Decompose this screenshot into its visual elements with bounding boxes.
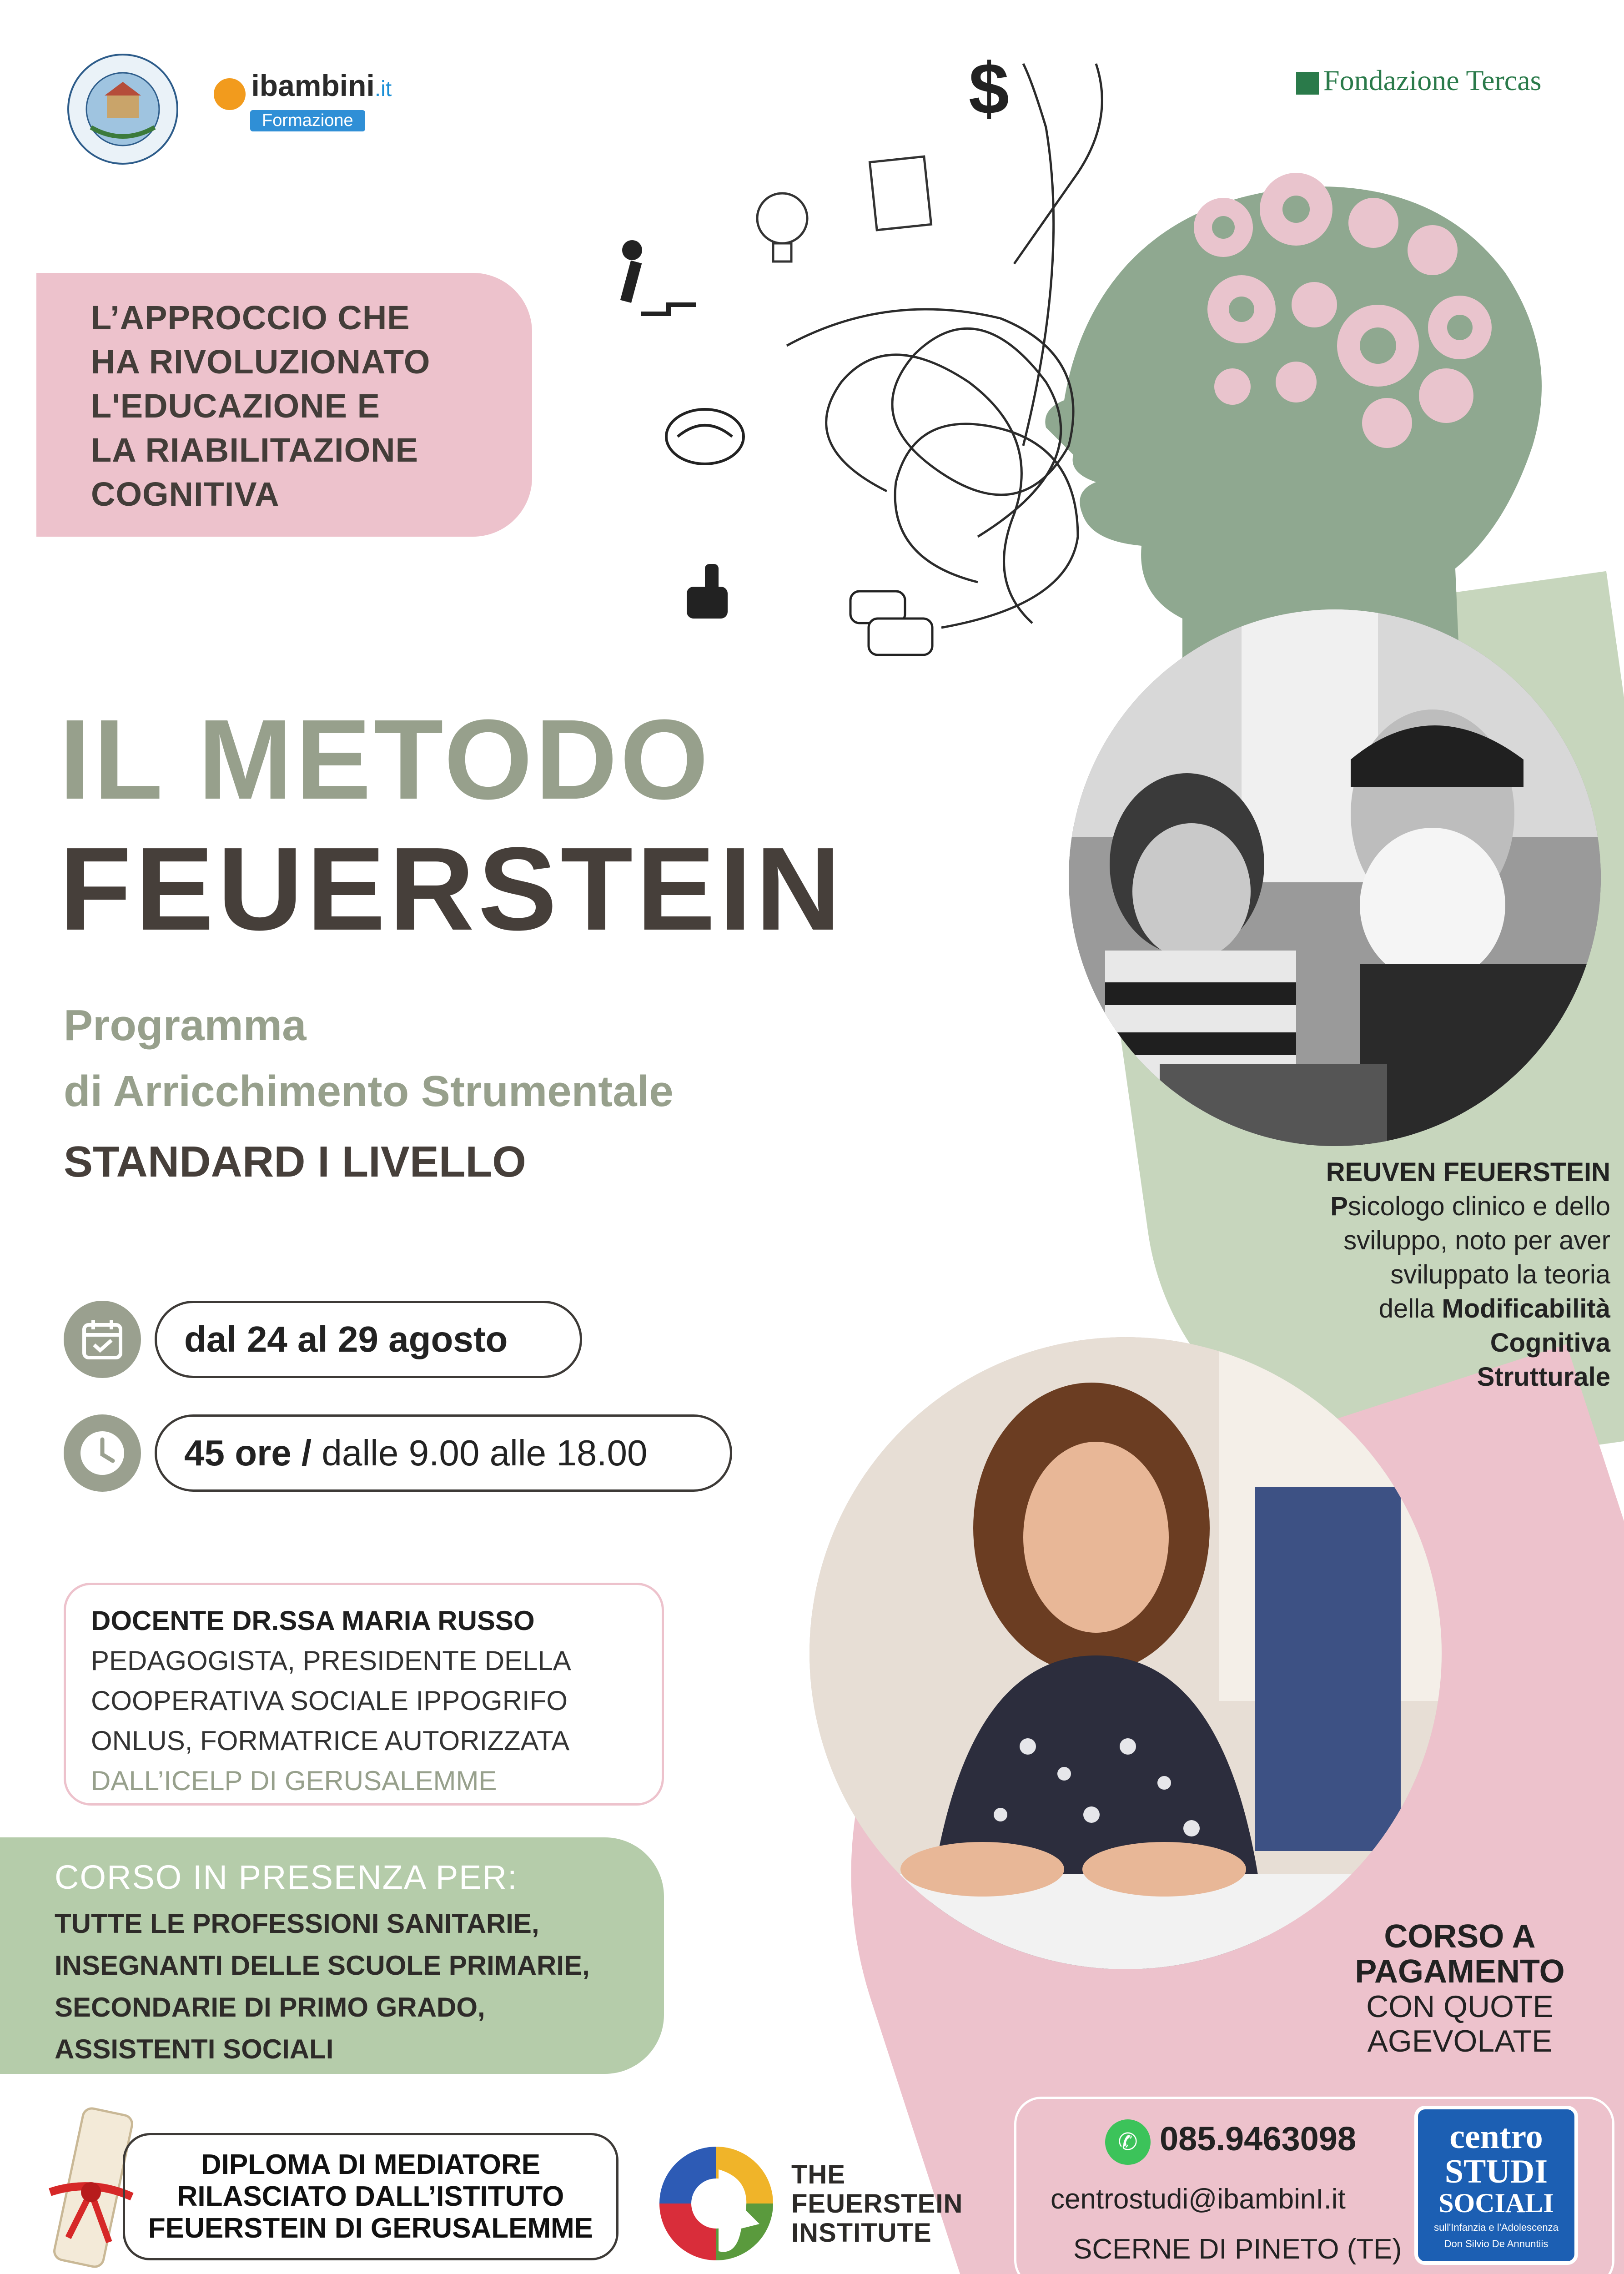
diploma-line: FEUERSTEIN DI GERUSALEMME <box>148 2213 593 2244</box>
pagamento-line-2: PAGAMENTO <box>1355 1953 1565 1990</box>
ibambini-name: ibambini <box>251 69 375 102</box>
hours-rest: dalle 9.00 alle 18.00 <box>312 1433 648 1473</box>
diploma-line: DIPLOMA DI MEDIATORE <box>201 2149 541 2180</box>
focolare-logo <box>64 50 182 168</box>
hours-pill <box>155 1414 732 1492</box>
docente-line: COOPERATIVA SOCIALE IPPOGRIFO <box>91 1685 568 1716</box>
docente-line: DALL’ICELP DI GERUSALEMME <box>91 1766 497 1796</box>
tagline-line: L’APPROCCIO CHE <box>91 299 410 337</box>
ibambini-sub: Formazione <box>250 110 365 131</box>
reuven-desc-3: sviluppato la teoria <box>1390 1260 1610 1289</box>
head-silhouette <box>1045 186 1542 673</box>
pagamento-note <box>1319 1919 1601 2058</box>
subtitle-programma: Programma <box>64 1001 307 1050</box>
centro-logo-l5: Don Silvio De Annuntiis <box>1444 2238 1549 2249</box>
phone-number[interactable]: 085.9463098 <box>1160 2120 1357 2158</box>
subtitle-livello: STANDARD I LIVELLO <box>64 1137 526 1186</box>
reuven-caption <box>1201 1155 1610 1394</box>
corso-line: ASSISTENTI SOCIALI <box>55 2034 334 2064</box>
centro-logo-l4: sull'Infanzia e l'Adolescenza <box>1434 2222 1559 2233</box>
corso-box <box>0 1837 664 2074</box>
centro-logo-l2: STUDI <box>1444 2153 1548 2190</box>
whatsapp-icon: ✆ <box>1105 2119 1151 2165</box>
pagamento-line-3: CON QUOTE <box>1366 1989 1554 2024</box>
ibambini-tld: .it <box>374 77 392 101</box>
reuven-desc-4-pre: della <box>1378 1294 1442 1323</box>
tercas-name: Fondazione Tercas <box>1323 64 1542 96</box>
reuven-desc-4 <box>1201 1292 1610 1326</box>
feuerstein-institute-name <box>791 2160 963 2248</box>
hours-bold: 45 ore / <box>184 1433 312 1473</box>
dates-text: dal 24 al 29 agosto <box>184 1319 508 1359</box>
tagline-line: COGNITIVA <box>91 475 280 513</box>
corso-line: TUTTE LE PROFESSIONI SANITARIE, <box>55 1908 539 1939</box>
fi-line-3: INSTITUTE <box>791 2218 932 2248</box>
chat-icon <box>850 591 932 655</box>
thumbs-up-icon <box>687 564 728 619</box>
dates-pill <box>155 1301 582 1378</box>
reuven-name: REUVEN FEUERSTEIN <box>1326 1157 1610 1187</box>
reuven-desc-1 <box>1201 1189 1610 1223</box>
corso-line: SECONDARIE DI PRIMO GRADO, <box>55 1992 485 2022</box>
tagline-line: LA RIABILITAZIONE <box>91 431 418 469</box>
fi-line-1: THE <box>791 2160 845 2189</box>
docente-line: PEDAGOGISTA, PRESIDENTE DELLA <box>91 1645 571 1676</box>
corso-title: CORSO IN PRESENZA PER: <box>55 1858 518 1896</box>
reuven-desc-2: sviluppo, noto per aver <box>1343 1226 1610 1255</box>
reuven-photo <box>1069 609 1601 1146</box>
calendar-icon <box>64 1301 141 1378</box>
reuven-desc-5: Cognitiva <box>1490 1328 1610 1358</box>
tagline-box <box>36 273 532 537</box>
document-icon <box>870 156 931 230</box>
feuerstein-institute-logo <box>650 2138 782 2269</box>
title-line-1: IL METODO <box>59 696 711 823</box>
docente-name: DOCENTE DR.SSA MARIA RUSSO <box>91 1605 535 1636</box>
pagamento-line-1: CORSO A <box>1384 1918 1536 1955</box>
diploma-box <box>123 2133 618 2260</box>
runner-icon <box>620 240 696 314</box>
title-line-2: FEUERSTEIN <box>59 823 845 955</box>
diploma-line: RILASCIATO DALL’ISTITUTO <box>177 2181 564 2212</box>
lightbulb-icon <box>757 193 807 262</box>
fi-line-2: FEUERSTEIN <box>791 2189 963 2219</box>
docente-box <box>64 1583 664 1806</box>
email-address[interactable]: centrostudi@ibambinI.it <box>1051 2183 1346 2215</box>
flower-icon <box>214 78 246 110</box>
head-illustration <box>568 36 1569 673</box>
maria-photo <box>809 1337 1442 1969</box>
subtitle-arricchimento: di Arricchimento Strumentale <box>64 1067 674 1116</box>
ibambini-logo <box>214 68 405 132</box>
clock-icon <box>64 1414 141 1492</box>
brain-icon <box>666 409 744 464</box>
reuven-desc-1-initial: P <box>1330 1192 1348 1221</box>
tagline-line: HA RIVOLUZIONATO <box>91 343 431 381</box>
reuven-desc-1-text: sicologo clinico e dello <box>1347 1192 1610 1221</box>
centro-studi-logo <box>1414 2106 1578 2265</box>
centro-logo-l1: centro <box>1449 2118 1543 2156</box>
centro-logo-l3: SOCIALI <box>1438 2188 1554 2218</box>
dollar-icon: $ <box>969 48 1009 129</box>
pagamento-line-4: AGEVOLATE <box>1367 2024 1553 2058</box>
address: SCERNE DI PINETO (TE) <box>1073 2234 1402 2265</box>
docente-line: ONLUS, FORMATRICE AUTORIZZATA <box>91 1726 570 1756</box>
reuven-desc-4-bold: Modificabilità <box>1442 1294 1610 1323</box>
tagline-line: L'EDUCAZIONE E <box>91 387 380 425</box>
corso-line: INSEGNANTI DELLE SCUOLE PRIMARIE, <box>55 1950 590 1981</box>
reuven-desc-6: Strutturale <box>1477 1362 1610 1392</box>
